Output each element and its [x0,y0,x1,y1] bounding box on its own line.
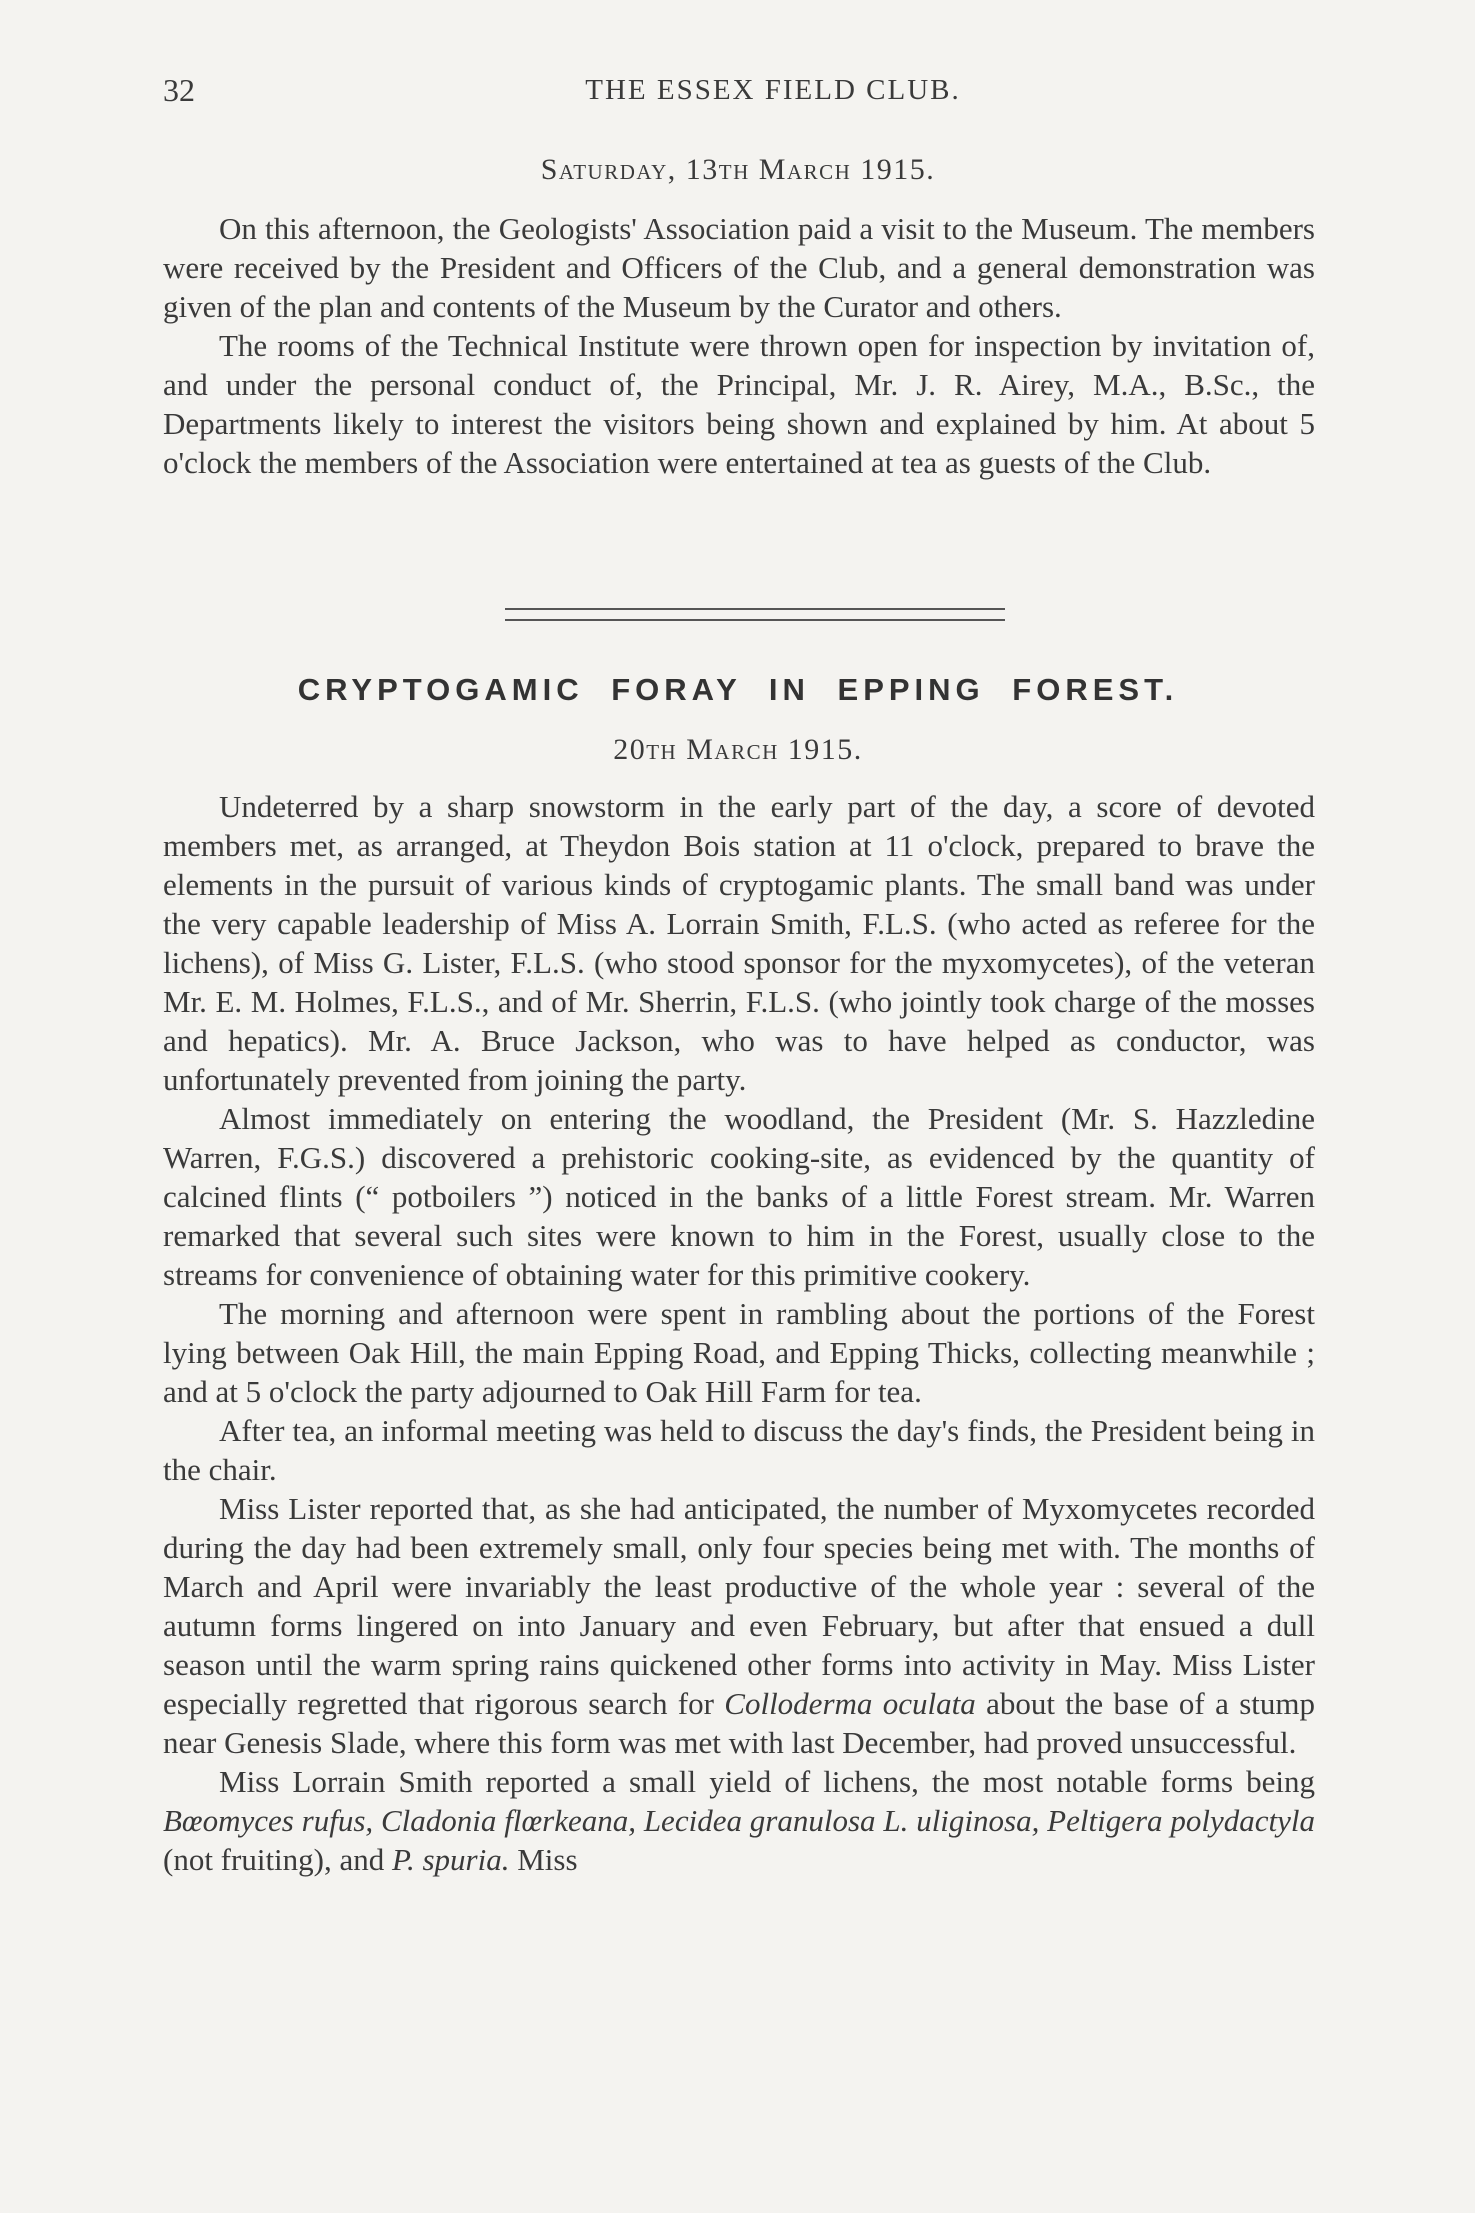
lister-report-text: Miss Lister reported that, as she had anticipated, the number of Myxomycetes recorded during the day had been extremely small, only four species being met with. The months of March and April were invariably the least productive of the whole year : several of the autumn forms lingered on into January and even February, but after that ensued a dull season until the warm spring rains quickened other forms into activity in May. Miss Lister especially regretted that rigorous search for [163,1491,1315,1721]
lichen-report-text: Miss [509,1842,578,1877]
species-list: Bœomyces rufus, Cladonia flœrkeana, Lecidea granulosa L. uliginosa, Peltigera polydactyla [163,1803,1315,1838]
article-paragraph: Almost immediately on entering the woodland, the President (Mr. S. Hazzledine Warren, F.G.S.) discovered a prehistoric cooking-site, as evidenced by the quantity of calcined flints (“ potboilers ”) noticed in the banks of a little Forest stream. Mr. Warren remarked that several such sites were known to him in the Forest, usually close to the streams for convenience of obtaining water for this primitive cookery. [163,1101,1315,1292]
meeting-section [163,209,1315,482]
meeting-paragraph: On this afternoon, the Geologists' Association paid a visit to the Museum. The members were received by the President and Officers of the Club, and a general demonstration was given of the plan and contents of the Museum by the Curator and others. [163,211,1315,324]
page-header [163,72,1313,112]
article-title: CRYPTOGAMIC FORAY IN EPPING FOREST. [297,672,1179,707]
species-name: P. spuria. [392,1842,510,1877]
article-date [163,733,1313,767]
lichen-report-text: (not fruiting), and [163,1842,393,1877]
section-divider [505,608,1005,621]
article-body [163,787,1315,1879]
page-number: 32 [163,72,195,108]
meeting-paragraph: The rooms of the Technical Institute were thrown open for inspection by invitation of, and under the personal conduct of, the Principal, Mr. J. R. Airey, M.A., B.Sc., the Departments likely to interest the visitors being shown and explained by him. At about 5 o'clock the members of the Association were entertained at tea as guests of the Club. [163,328,1315,480]
lichen-report-paragraph [163,1762,1315,1879]
meeting-date-text: Saturday, 13th March 1915. [540,153,936,186]
lichen-report-text: Miss Lorrain Smith reported a small yield of lichens, the most notable forms being [219,1764,1315,1799]
article-paragraph: After tea, an informal meeting was held to discuss the day's finds, the President being in the chair. [163,1413,1315,1487]
article-paragraph: The morning and afternoon were spent in rambling about the portions of the Forest lying between Oak Hill, the main Epping Road, and Epping Thicks, collecting meanwhile ; and at 5 o'clock the party adjourned to Oak Hill Farm for tea. [163,1296,1315,1409]
running-head: THE ESSEX FIELD CLUB. [585,74,961,106]
lister-report-text: about the base of a stump near Genesis Slade, where this form was met with last December, had proved unsuccessful. [163,1686,1315,1760]
lister-report-paragraph [163,1489,1315,1762]
meeting-date [163,153,1313,187]
species-name: Colloderma oculata [724,1686,976,1721]
article-date-text: 20th March 1915. [613,733,863,766]
article-paragraph: Undeterred by a sharp snowstorm in the early part of the day, a score of devoted members met, as arranged, at Theydon Bois station at 11 o'clock, prepared to brave the elements in the pursuit of various kinds of cryptogamic plants. The small band was under the very capable leadership of Miss A. Lorrain Smith, F.L.S. (who acted as referee for the lichens), of Miss G. Lister, F.L.S. (who stood sponsor for the myxomycetes), of the veteran Mr. E. M. Holmes, F.L.S., and of Mr. Sherrin, F.L.S. (who jointly took charge of the mosses and hepatics). Mr. A. Bruce Jackson, who was to have helped as conductor, was unfortunately prevented from joining the party. [163,789,1315,1097]
